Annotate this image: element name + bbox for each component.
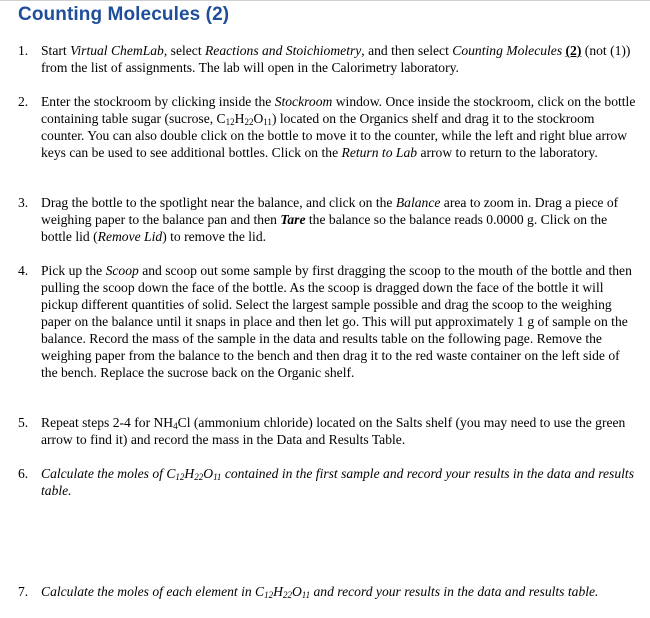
text-segment: H — [184, 466, 195, 481]
text-segment: 22 — [244, 117, 254, 127]
step-number: 5. — [18, 415, 29, 430]
step-3 — [18, 194, 638, 245]
text-segment: O — [253, 111, 264, 126]
text-segment: Remove Lid — [97, 229, 163, 244]
text-segment: Start — [41, 43, 71, 58]
text-segment: Scoop — [105, 263, 139, 278]
text-segment: Drag the bottle to the spotlight near the balance, and click on the — [41, 195, 396, 210]
step-text — [41, 414, 638, 448]
text-segment: Pick up the — [41, 263, 106, 278]
text-segment: Enter the stockroom by clicking inside the — [41, 94, 275, 109]
text-segment: (2) — [565, 43, 582, 58]
step-number: 7. — [18, 584, 29, 599]
step-number: 3. — [18, 195, 29, 210]
text-segment: H — [273, 584, 283, 599]
step-text — [41, 465, 638, 499]
text-segment: Stockroom — [274, 94, 333, 109]
step-1 — [18, 42, 638, 76]
text-segment: Balance — [395, 195, 441, 210]
text-segment: H — [234, 111, 245, 126]
text-segment: area to zoom in. Drag a piece of weighing paper to the balance pan and then — [41, 195, 619, 227]
text-segment: Calculate the moles of each element in C — [41, 584, 265, 599]
top-rule — [0, 0, 650, 1]
step-number: 2. — [18, 94, 29, 109]
step-text — [41, 262, 638, 381]
text-segment: and scoop out some sample by first dragging the scoop to the mouth of the bottle and then pulling the scoop down the face of the bottle. As the scoop is dragged down the face of the bottle it will pickup different quantities of solid. Select the largest sample possible and drag the scoop to the weighing paper on the balance until it snaps in place and then let go. This will put approximately 1 g of sample on the balance. Record the mass of the sample in the data and results table on the following page. Remove the weighing paper from the balance to the bench and then drag it to the red waste container on the left side of the bench. Replace the sucrose back on the Organic shelf. — [41, 263, 632, 380]
text-segment: 12 — [264, 590, 274, 600]
text-segment: and record your results in the data and results table. — [310, 584, 599, 599]
page-title: Counting Molecules (2) — [18, 4, 230, 25]
text-segment: window. Once inside the stockroom, click on the bottle containing table sugar (sucrose, C — [41, 94, 636, 126]
text-segment: ) to remove the lid. — [162, 229, 267, 244]
text-segment: Repeat steps 2-4 for NH — [41, 415, 174, 430]
text-segment: 11 — [301, 590, 311, 600]
text-segment: Calculate the moles of C — [41, 466, 176, 481]
text-segment: 22 — [194, 472, 204, 482]
step-4 — [18, 262, 638, 381]
step-5 — [18, 414, 638, 448]
text-segment: Counting Molecules — [452, 43, 566, 58]
text-segment: , select — [163, 43, 205, 58]
text-segment: O — [291, 584, 302, 599]
text-segment: 4 — [173, 421, 178, 431]
text-segment: contained in the first sample and record your results in the data and results table. — [41, 466, 634, 498]
text-segment: the balance so the balance reads 0.0000 g. Click on the bottle lid ( — [41, 212, 608, 244]
step-number: 6. — [18, 466, 29, 481]
step-text — [41, 42, 638, 76]
text-segment: 11 — [263, 117, 272, 127]
text-segment: , and then select — [361, 43, 453, 58]
text-segment: Return to Lab — [341, 145, 418, 160]
step-2 — [18, 93, 638, 161]
text-segment: arrow to return to the laboratory. — [417, 145, 598, 160]
step-text — [41, 93, 638, 161]
text-segment: ) located on the Organics shelf and drag it to the stockroom counter. You can also double click on the bottle to move it to the counter, while the left and right blue arrow keys can be used to see additional bottles. Click on the — [41, 111, 628, 160]
step-number: 1. — [18, 43, 29, 58]
text-segment: 12 — [225, 117, 235, 127]
text-segment: Cl (ammonium chloride) located on the Salts shelf (you may need to use the green arrow to find it) and record the mass in the Data and Results Table. — [41, 415, 626, 447]
step-text — [41, 194, 638, 245]
text-segment: Reactions and Stoichiometry — [205, 43, 362, 58]
text-segment: 11 — [213, 472, 222, 482]
step-number: 4. — [18, 263, 29, 278]
step-6 — [18, 465, 638, 499]
text-segment: Virtual ChemLab — [70, 43, 164, 58]
text-segment: 22 — [282, 590, 292, 600]
step-text — [41, 583, 638, 600]
text-segment: O — [203, 466, 214, 481]
text-segment: 12 — [175, 472, 185, 482]
text-segment: Tare — [280, 212, 306, 227]
step-7 — [18, 583, 638, 600]
text-segment: (not (1)) from the list of assignments. The lab will open in the Calorimetry laboratory. — [41, 43, 631, 75]
